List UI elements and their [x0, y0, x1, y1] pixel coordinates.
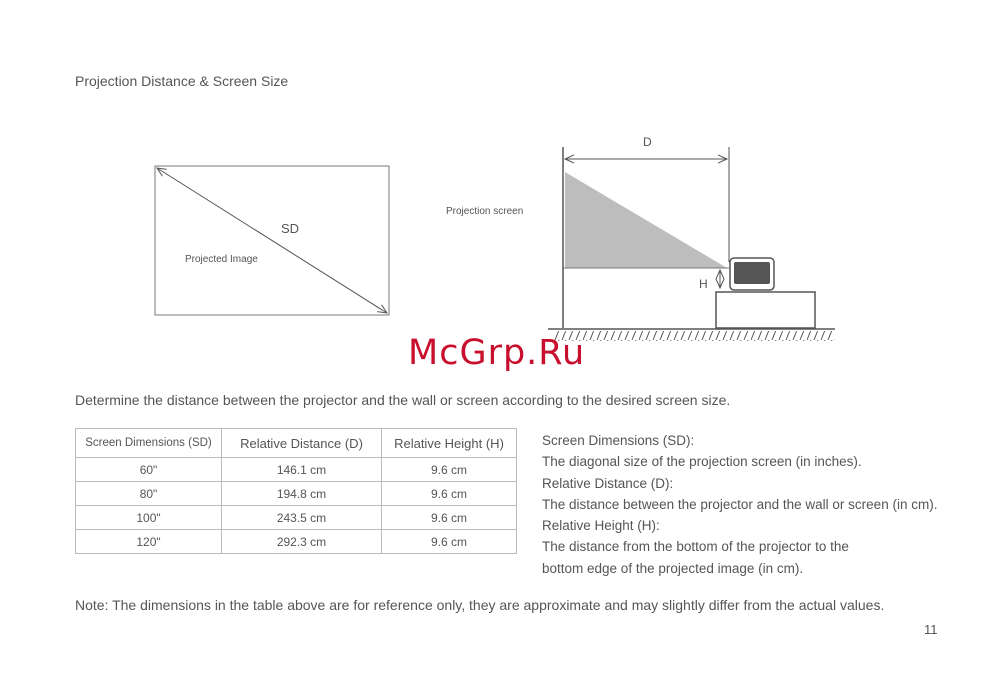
- h-label: H: [699, 277, 708, 291]
- definition-line: Screen Dimensions (SD):: [542, 433, 695, 448]
- intro-text: Determine the distance between the projector and the wall or screen according to the desired screen size.: [75, 392, 731, 408]
- page-title: Projection Distance & Screen Size: [75, 73, 289, 89]
- ground-hatch: [552, 331, 835, 341]
- projector-front: [734, 262, 770, 284]
- cell-distance: 146.1 cm: [222, 458, 382, 482]
- projected-image-label: Projected Image: [185, 254, 258, 265]
- projection-setup-diagram: [446, 135, 835, 341]
- d-label: D: [643, 135, 652, 149]
- cell-sd: 120": [76, 530, 222, 554]
- table-header-row: [76, 429, 517, 458]
- definition-line: Relative Height (H):: [542, 518, 660, 534]
- cell-sd: 60": [76, 458, 222, 482]
- cell-height: 9.6 cm: [382, 530, 517, 554]
- cell-height: 9.6 cm: [382, 482, 517, 506]
- definition-line: Relative Distance (D):: [542, 475, 674, 491]
- table-row: [76, 530, 517, 554]
- header-screen-dimensions: Screen Dimensions (SD): [76, 429, 222, 458]
- projection-screen-label: Projection screen: [446, 206, 524, 217]
- cell-sd: 80": [76, 482, 222, 506]
- dimensions-table: [75, 428, 517, 554]
- projected-image-diagram: [155, 166, 389, 315]
- header-relative-height: Relative Height (H): [382, 429, 517, 458]
- table-row: [76, 482, 517, 506]
- definitions-block: [542, 430, 937, 579]
- table-row: [76, 506, 517, 530]
- definition-line: The distance between the projector and the wall or screen (in cm).: [542, 496, 938, 512]
- header-relative-distance: Relative Distance (D): [222, 429, 382, 458]
- cell-distance: 243.5 cm: [222, 506, 382, 530]
- cell-distance: 292.3 cm: [222, 530, 382, 554]
- note-text: Note: The dimensions in the table above are for reference only, they are approximate and may slightly differ from the actual values.: [75, 597, 885, 613]
- table-row: [76, 458, 517, 482]
- definition-line: bottom edge of the projected image (in cm).: [542, 560, 804, 576]
- definition-line: The diagonal size of the projection screen (in inches).: [542, 454, 862, 470]
- sd-label: SD: [281, 221, 300, 236]
- cell-sd: 100": [76, 506, 222, 530]
- cell-height: 9.6 cm: [382, 506, 517, 530]
- table: [716, 292, 815, 328]
- definition-line: The distance from the bottom of the projector to the: [542, 539, 849, 555]
- sd-diagonal-arrow: [157, 168, 387, 313]
- projection-beam: [565, 172, 727, 268]
- cell-height: 9.6 cm: [382, 458, 517, 482]
- watermark: McGrp.Ru: [408, 333, 586, 373]
- page-number: 11: [924, 622, 938, 637]
- cell-distance: 194.8 cm: [222, 482, 382, 506]
